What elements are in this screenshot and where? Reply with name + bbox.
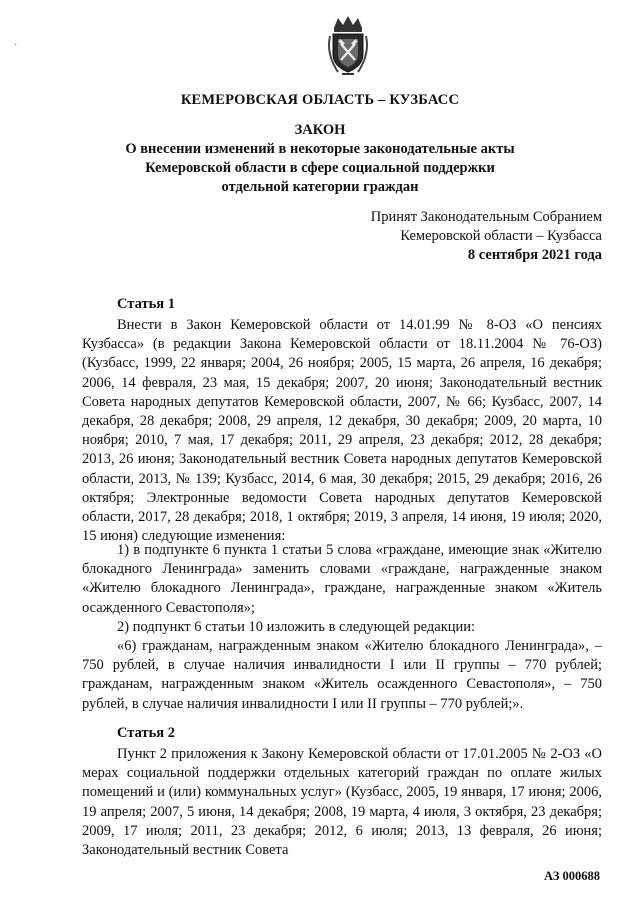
article-1-item-1: [82, 541, 602, 618]
paragraph-text: «6) гражданам, награжденным знаком «Жителю блокадного Ленинграда», – 750 рублей, в случае наличия инвалидности I или II группы – 770 рублей; гражданам, награжденным знаком «Житель осажденного Севастополя», – 750 рублей, в случае наличия инвалидности I или II группы – 770 рублей;».: [82, 638, 602, 712]
coat-of-arms-icon: [324, 14, 372, 78]
document-type: ЗАКОН: [294, 122, 346, 138]
paragraph-text: 2) подпункт 6 статьи 10 изложить в следующей редакции:: [117, 619, 476, 635]
adoption-line: Кемеровской области – Кузбасса: [400, 228, 602, 244]
paragraph-text: Пункт 2 приложения к Закону Кемеровской области от 17.01.2005 № 2-ОЗ «О мерах социальной поддержки отдельных категорий граждан по оплате жилых помещений и (или) коммунальных услуг» (Кузбасс, 2005, 19 января, 17 июня; 2006, 19 апреля; 2007, 5 июня, 14 декабря; 2008, 19 марта, 4 июля, 3 октября, 23 декабря; 2009, 17 июля; 2011, 23 декабря; 2012, 6 июля; 2013, 13 февраля, 26 июня; Законодательный вестник Совета: [82, 746, 602, 859]
article-1-item-2-text: [82, 637, 602, 714]
law-title-line: отдельной категории граждан: [221, 179, 419, 195]
article-1-heading: Статья 1: [117, 296, 175, 312]
law-title-line: Кемеровской области в сфере социальной поддержки: [145, 160, 495, 176]
paragraph-text: 1) в подпункте 6 пункта 1 статьи 5 слова «граждане, имеющие знак «Жителю блокадного Ленинграда» заменить словами «граждане, награжденные знаком «Жителю блокадного Ленинграда», граждане, награжденные знаком «Житель осажденного Севастополя»;: [82, 542, 602, 616]
document-number: АЗ 000688: [544, 869, 600, 883]
law-title-line: О внесении изменений в некоторые законодательные акты: [125, 141, 515, 157]
law-title: [60, 140, 580, 197]
adoption-date: 8 сентября 2021 года: [467, 247, 602, 263]
article-2-text: [82, 745, 602, 860]
article-2-heading: Статья 2: [117, 725, 175, 741]
article-1-intro: [82, 316, 602, 546]
adoption-block: [371, 208, 602, 265]
paragraph-text: Внести в Закон Кемеровской области от 14.01.99 № 8-ОЗ «О пенсиях Кузбасса» (в редакции Закона Кемеровской области от 18.11.2004 № 76-ОЗ) (Кузбасс, 1999, 22 января; 2004, 26 ноября; 2005, 15 марта, 26 апреля, 16 декабря; 2006, 14 февраля, 23 мая, 15 декабря; 2007, 20 июня; Законодательный вестник Совета народных депутатов Кемеровской области, 2007, № 66; Кузбасс, 2007, 14 декабря, 28 декабря; 2008, 29 апреля, 12 декабря, 30 декабря; 2009, 20 марта, 10 ноября; 2010, 7 мая, 17 декабря; 2011, 29 апреля, 23 декабря; 2012, 28 декабря; 2013, 26 июня; Законодательный вестник Совета народных депутатов Кемеровской области, 2013, № 139; Кузбасс, 2014, 6 мая, 30 декабря; 2015, 29 декабря; 2016, 26 октября; Электронные ведомости Совета народных депутатов Кемеровской области, 2017, 28 декабря; 2018, 1 октября; 2019, 3 апреля, 14 июня, 19 июля; 2020, 15 июня) следующие изменения:: [82, 317, 602, 545]
scan-mark: ·: [14, 40, 18, 51]
article-1-item-2: [82, 618, 602, 637]
adoption-line: Принят Законодательным Собранием: [370, 209, 602, 225]
region-name: КЕМЕРОВСКАЯ ОБЛАСТЬ – КУЗБАСС: [180, 92, 460, 108]
